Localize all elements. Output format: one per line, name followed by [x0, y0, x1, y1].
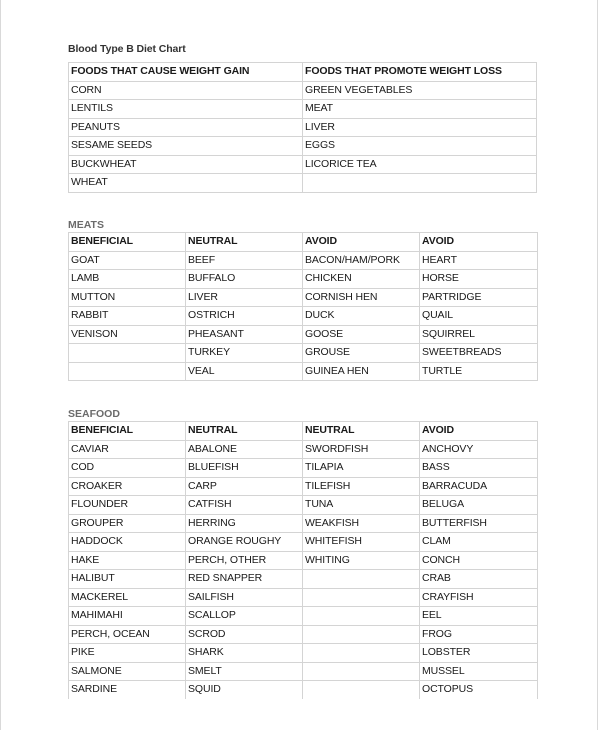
table-cell: HERRING	[186, 514, 303, 533]
table-cell: CARP	[186, 477, 303, 496]
table-row	[69, 100, 537, 119]
table-cell: LICORICE TEA	[303, 155, 537, 174]
weight-table	[68, 62, 537, 193]
table-cell: HADDOCK	[69, 533, 186, 552]
table-row	[69, 270, 538, 289]
table-cell	[303, 588, 420, 607]
header-cell: NEUTRAL	[303, 422, 420, 441]
table-row	[69, 307, 538, 326]
table-row	[69, 570, 538, 589]
table-cell: SARDINE	[69, 681, 186, 699]
table-cell: WHITING	[303, 551, 420, 570]
meats-table	[68, 232, 538, 381]
table-cell: GOOSE	[303, 325, 420, 344]
table-cell: HALIBUT	[69, 570, 186, 589]
table-cell	[303, 570, 420, 589]
table-cell: RABBIT	[69, 307, 186, 326]
table-cell: HORSE	[420, 270, 538, 289]
seafood-section-label: SEAFOOD	[68, 408, 120, 420]
table-cell: CATFISH	[186, 496, 303, 515]
table-cell: LAMB	[69, 270, 186, 289]
table-cell: BUTTERFISH	[420, 514, 538, 533]
table-cell: WHEAT	[69, 174, 303, 193]
table-cell: SWORDFISH	[303, 440, 420, 459]
table-row	[69, 118, 537, 137]
table-cell: GROUSE	[303, 344, 420, 363]
table-row	[69, 174, 537, 193]
table-cell: VENISON	[69, 325, 186, 344]
table-cell: TILAPIA	[303, 459, 420, 478]
table-cell: BACON/HAM/PORK	[303, 251, 420, 270]
table-cell	[303, 174, 537, 193]
table-cell: OSTRICH	[186, 307, 303, 326]
header-cell: AVOID	[420, 233, 538, 252]
header-cell: AVOID	[420, 422, 538, 441]
table-cell: PEANUTS	[69, 118, 303, 137]
table-cell: MUTTON	[69, 288, 186, 307]
table-cell: EEL	[420, 607, 538, 626]
table-cell	[303, 644, 420, 663]
table-row	[69, 459, 538, 478]
table-cell	[69, 362, 186, 381]
table-header-row	[69, 422, 538, 441]
table-row	[69, 288, 538, 307]
header-cell: FOODS THAT CAUSE WEIGHT GAIN	[69, 63, 303, 82]
table-cell: TUNA	[303, 496, 420, 515]
table-cell: QUAIL	[420, 307, 538, 326]
table-cell: CRAB	[420, 570, 538, 589]
table-cell: CONCH	[420, 551, 538, 570]
table-cell: GOAT	[69, 251, 186, 270]
table-cell: LIVER	[303, 118, 537, 137]
table-cell: WHITEFISH	[303, 533, 420, 552]
table-cell	[303, 625, 420, 644]
table-cell: CRAYFISH	[420, 588, 538, 607]
table-cell: TILEFISH	[303, 477, 420, 496]
table-cell: FLOUNDER	[69, 496, 186, 515]
table-cell: PHEASANT	[186, 325, 303, 344]
table-cell: VEAL	[186, 362, 303, 381]
table-cell: BUCKWHEAT	[69, 155, 303, 174]
table-cell: OCTOPUS	[420, 681, 538, 699]
table-row	[69, 155, 537, 174]
table-cell: ORANGE ROUGHY	[186, 533, 303, 552]
table-row	[69, 514, 538, 533]
table-cell	[69, 344, 186, 363]
table-row	[69, 607, 538, 626]
table-cell: MEAT	[303, 100, 537, 119]
table-cell: BUFFALO	[186, 270, 303, 289]
table-cell: ABALONE	[186, 440, 303, 459]
table-cell: PERCH, OTHER	[186, 551, 303, 570]
table-row	[69, 533, 538, 552]
table-cell: SAILFISH	[186, 588, 303, 607]
table-cell: HAKE	[69, 551, 186, 570]
table-cell: SCROD	[186, 625, 303, 644]
table-cell: TURKEY	[186, 344, 303, 363]
table-cell: SCALLOP	[186, 607, 303, 626]
table-cell: SESAME SEEDS	[69, 137, 303, 156]
table-row	[69, 588, 538, 607]
table-cell: CLAM	[420, 533, 538, 552]
header-cell: NEUTRAL	[186, 422, 303, 441]
table-cell: EGGS	[303, 137, 537, 156]
table-row	[69, 662, 538, 681]
table-cell: COD	[69, 459, 186, 478]
table-cell: LIVER	[186, 288, 303, 307]
table-cell: PERCH, OCEAN	[69, 625, 186, 644]
table-cell: BARRACUDA	[420, 477, 538, 496]
table-cell: PIKE	[69, 644, 186, 663]
table-cell: MAHIMAHI	[69, 607, 186, 626]
table-cell: CORN	[69, 81, 303, 100]
table-row	[69, 551, 538, 570]
table-cell: CAVIAR	[69, 440, 186, 459]
table-cell: MUSSEL	[420, 662, 538, 681]
table-cell: LOBSTER	[420, 644, 538, 663]
seafood-table	[68, 421, 538, 699]
table-cell: GREEN VEGETABLES	[303, 81, 537, 100]
table-row	[69, 362, 538, 381]
table-cell: BELUGA	[420, 496, 538, 515]
table-row	[69, 137, 537, 156]
table-cell: HEART	[420, 251, 538, 270]
table-cell: SQUIRREL	[420, 325, 538, 344]
table-cell: LENTILS	[69, 100, 303, 119]
header-cell: BENEFICIAL	[69, 422, 186, 441]
table-row	[69, 681, 538, 699]
header-cell: AVOID	[303, 233, 420, 252]
table-row	[69, 344, 538, 363]
table-cell: BASS	[420, 459, 538, 478]
table-cell: MACKEREL	[69, 588, 186, 607]
table-cell	[303, 607, 420, 626]
table-cell: CORNISH HEN	[303, 288, 420, 307]
table-row	[69, 625, 538, 644]
table-cell: SWEETBREADS	[420, 344, 538, 363]
table-cell: CHICKEN	[303, 270, 420, 289]
header-cell: NEUTRAL	[186, 233, 303, 252]
document-title: Blood Type B Diet Chart	[68, 43, 186, 55]
meats-section-label: MEATS	[68, 219, 104, 231]
table-cell: GUINEA HEN	[303, 362, 420, 381]
table-header-row	[69, 233, 538, 252]
table-row	[69, 644, 538, 663]
table-cell: GROUPER	[69, 514, 186, 533]
table-cell: SMELT	[186, 662, 303, 681]
table-cell: FROG	[420, 625, 538, 644]
table-cell: RED SNAPPER	[186, 570, 303, 589]
table-row	[69, 440, 538, 459]
table-cell	[303, 662, 420, 681]
table-cell: SALMONE	[69, 662, 186, 681]
table-cell: WEAKFISH	[303, 514, 420, 533]
table-cell: ANCHOVY	[420, 440, 538, 459]
table-cell: CROAKER	[69, 477, 186, 496]
table-cell: DUCK	[303, 307, 420, 326]
header-cell: FOODS THAT PROMOTE WEIGHT LOSS	[303, 63, 537, 82]
table-cell: BEEF	[186, 251, 303, 270]
table-cell: SHARK	[186, 644, 303, 663]
table-row	[69, 325, 538, 344]
table-row	[69, 477, 538, 496]
table-cell: PARTRIDGE	[420, 288, 538, 307]
table-cell: TURTLE	[420, 362, 538, 381]
table-cell: SQUID	[186, 681, 303, 699]
table-cell	[303, 681, 420, 699]
table-row	[69, 251, 538, 270]
table-row	[69, 81, 537, 100]
table-row	[69, 496, 538, 515]
header-cell: BENEFICIAL	[69, 233, 186, 252]
table-header-row	[69, 63, 537, 82]
table-cell: BLUEFISH	[186, 459, 303, 478]
